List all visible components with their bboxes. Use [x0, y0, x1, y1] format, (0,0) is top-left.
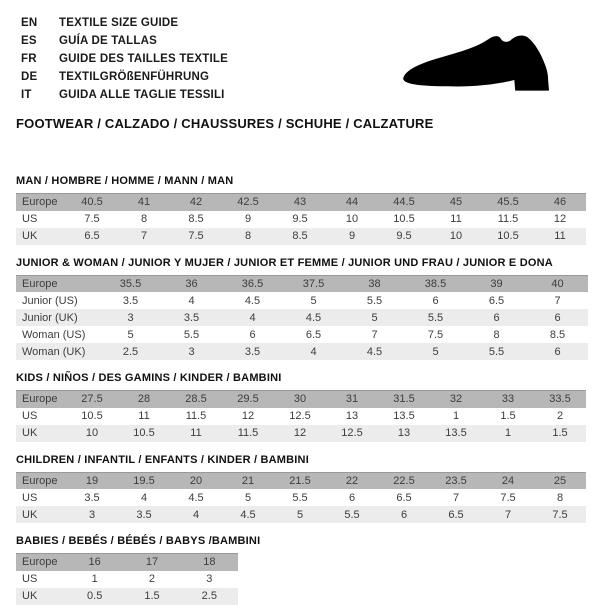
size-cell: 7 [371, 328, 378, 341]
size-table-man [16, 193, 586, 245]
size-cell: 41 [137, 196, 151, 209]
size-cell: 12 [293, 427, 307, 439]
size-cell: 1.5 [500, 410, 516, 422]
size-cell: 35.5 [119, 277, 142, 290]
language-label: TEXTILE SIZE GUIDE [59, 17, 179, 29]
size-table-junior-woman [16, 275, 588, 361]
row-label: Junior (US) [22, 294, 78, 307]
size-cell: 10 [449, 230, 463, 242]
size-cell: 10.5 [393, 213, 415, 225]
size-cell: 5.5 [488, 345, 505, 358]
size-cell: 22 [345, 474, 359, 487]
size-cell: 6.5 [488, 294, 505, 307]
size-cell: 3 [127, 311, 134, 324]
size-cell: 11.5 [185, 410, 207, 422]
size-cell: 4.5 [366, 345, 383, 358]
table-row-man-us [16, 211, 586, 228]
size-cell: 3 [188, 345, 195, 358]
language-label: GUIDA ALLE TAGLIE TESSILI [59, 89, 225, 101]
size-cell: 6 [432, 294, 439, 307]
row-label: UK [22, 230, 38, 242]
row-label: UK [22, 508, 38, 521]
size-cell: 3.5 [122, 294, 139, 307]
size-cell: 3 [206, 573, 213, 585]
size-cell: 23.5 [445, 474, 467, 487]
size-cell: 3.5 [136, 508, 152, 521]
size-cell: 31.5 [393, 393, 415, 406]
size-cell: 18 [203, 556, 216, 569]
size-section-children [16, 454, 600, 524]
size-cell: 36.5 [241, 277, 264, 290]
row-label: US [22, 573, 38, 585]
size-cell: 8 [493, 328, 500, 341]
size-table-babies [16, 553, 238, 605]
size-cell: 3.5 [183, 311, 200, 324]
size-cell: 13 [345, 410, 359, 422]
size-cell: 33 [501, 393, 515, 406]
size-cell: 32 [449, 393, 463, 406]
language-code: ES [21, 35, 37, 47]
size-cell: 9.5 [396, 230, 412, 242]
size-section-kids [16, 372, 600, 442]
size-cell: 40.5 [81, 196, 103, 209]
table-row-kids-europe [16, 391, 586, 408]
language-code: EN [21, 17, 38, 29]
table-title-junior-woman: JUNIOR & WOMAN / JUNIOR Y MUJER / JUNIOR ET FEMME / JUNIOR UND FRAU / JUNIOR E DONA [16, 256, 553, 269]
size-cell: 4.5 [188, 491, 204, 504]
size-cell: 12 [241, 410, 255, 422]
size-cell: 6.5 [305, 328, 322, 341]
size-cell: 11 [554, 230, 566, 242]
size-cell: 4.5 [244, 294, 261, 307]
table-title-babies: BABIES / BEBÉS / BÉBÉS / BABYS /BAMBINI [16, 535, 261, 547]
size-cell: 9 [244, 213, 252, 225]
size-cell: 3 [88, 508, 96, 521]
size-cell: 11.5 [497, 213, 519, 225]
size-cell: 39 [490, 277, 503, 290]
size-cell: 7 [504, 508, 512, 521]
size-cell: 11.5 [237, 427, 259, 439]
size-cell: 6 [249, 328, 256, 341]
size-cell: 4 [192, 508, 200, 521]
row-label: Europe [22, 196, 58, 209]
size-cell: 44.5 [393, 196, 415, 209]
language-label: GUIDE DES TAILLES TEXTILE [59, 53, 228, 65]
table-row-babies-uk [16, 588, 238, 605]
size-cell: 9.5 [292, 213, 308, 225]
size-cell: 8 [140, 213, 148, 225]
size-cell: 10.5 [133, 427, 155, 439]
size-cell: 24 [501, 474, 515, 487]
size-cell: 5.5 [427, 311, 444, 324]
size-cell: 40 [551, 277, 564, 290]
size-cell: 13.5 [393, 410, 415, 422]
table-row-junior-woman-junior-us [16, 292, 588, 309]
size-cell: 5 [244, 491, 252, 504]
size-cell: 1 [452, 410, 460, 422]
row-label: US [22, 410, 38, 422]
size-cell: 11 [450, 213, 462, 225]
size-cell: 20 [189, 474, 203, 487]
size-cell: 3.5 [244, 345, 261, 358]
row-label: Junior (UK) [22, 311, 78, 324]
size-cell: 7 [140, 230, 148, 242]
size-cell: 2.5 [201, 590, 217, 602]
size-cell: 33.5 [549, 393, 571, 406]
size-cell: 28 [137, 393, 151, 406]
size-cell: 12.5 [289, 410, 311, 422]
size-cell: 4.5 [305, 311, 322, 324]
row-label: US [22, 213, 38, 225]
table-row-children-us [16, 489, 586, 506]
size-cell: 7 [554, 294, 561, 307]
language-code: FR [21, 53, 37, 65]
table-row-junior-woman-europe [16, 275, 588, 292]
size-cell: 5 [127, 328, 134, 341]
size-cell: 13.5 [445, 427, 467, 439]
size-cell: 11 [138, 410, 150, 422]
table-row-kids-us [16, 408, 586, 425]
table-row-junior-woman-woman-us [16, 326, 588, 343]
table-title-man: MAN / HOMBRE / HOMME / MANN / MAN [16, 175, 234, 187]
size-cell: 8.5 [549, 328, 566, 341]
size-cell: 31 [345, 393, 359, 406]
size-cell: 10 [345, 213, 359, 225]
size-cell: 9 [348, 230, 356, 242]
row-label: Europe [22, 474, 58, 487]
size-cell: 13 [397, 427, 411, 439]
size-cell: 7.5 [500, 491, 516, 504]
row-label: UK [22, 590, 38, 602]
size-section-man [16, 175, 600, 245]
row-label: Europe [22, 393, 58, 406]
size-cell: 6 [348, 491, 356, 504]
size-cell: 10.5 [81, 410, 103, 422]
size-cell: 4 [140, 491, 148, 504]
row-label: Europe [22, 556, 58, 569]
language-label: TEXTILGRÖßENFÜHRUNG [59, 71, 210, 83]
row-label: Woman (UK) [22, 345, 86, 358]
size-cell: 46 [553, 196, 567, 209]
category-title: FOOTWEAR / CALZADO / CHAUSSURES / SCHUHE / CALZATURE [16, 116, 434, 131]
size-cell: 1.5 [552, 427, 568, 439]
size-cell: 6 [493, 311, 500, 324]
shoe-icon [396, 32, 574, 96]
table-row-babies-europe [16, 554, 238, 571]
size-cell: 4 [249, 311, 256, 324]
size-cell: 6.5 [84, 230, 100, 242]
size-cell: 4 [188, 294, 195, 307]
size-cell: 19.5 [133, 474, 155, 487]
size-cell: 16 [88, 556, 101, 569]
size-cell: 38 [368, 277, 381, 290]
size-cell: 5.5 [292, 491, 308, 504]
size-cell: 25 [553, 474, 567, 487]
size-cell: 42.5 [237, 196, 259, 209]
size-cell: 36 [185, 277, 198, 290]
size-cell: 5 [310, 294, 317, 307]
table-row-children-europe [16, 472, 586, 489]
table-row-man-uk [16, 228, 586, 245]
size-cell: 17 [145, 556, 159, 569]
row-label: Europe [22, 277, 58, 290]
size-cell: 7.5 [552, 508, 568, 521]
size-cell: 6.5 [396, 491, 412, 504]
size-cell: 8 [244, 230, 252, 242]
table-row-man-europe [16, 194, 586, 211]
size-cell: 2 [148, 573, 156, 585]
row-label: Woman (US) [22, 328, 86, 341]
size-cell: 7 [452, 491, 460, 504]
size-cell: 28.5 [185, 393, 207, 406]
size-tables [16, 175, 600, 605]
size-cell: 8.5 [188, 213, 204, 225]
size-cell: 5.5 [366, 294, 383, 307]
size-cell: 44 [345, 196, 359, 209]
size-cell: 5 [432, 345, 439, 358]
size-cell: 7.5 [188, 230, 204, 242]
size-cell: 12.5 [341, 427, 363, 439]
size-cell: 12 [553, 213, 567, 225]
size-cell: 7.5 [427, 328, 444, 341]
size-cell: 0.5 [87, 590, 103, 602]
size-cell: 6 [400, 508, 408, 521]
size-cell: 8 [556, 491, 564, 504]
size-cell: 19 [85, 474, 99, 487]
size-cell: 8.5 [292, 230, 308, 242]
size-cell: 1 [504, 427, 512, 439]
size-cell: 5 [371, 311, 378, 324]
size-cell: 6 [554, 345, 561, 358]
size-cell: 43 [293, 196, 307, 209]
size-cell: 2 [556, 410, 564, 422]
row-label: UK [22, 427, 38, 439]
size-cell: 11 [190, 427, 202, 439]
table-title-kids: KIDS / NIÑOS / DES GAMINS / KINDER / BAMBINI [16, 372, 282, 384]
size-cell: 45.5 [497, 196, 519, 209]
size-cell: 29.5 [237, 393, 259, 406]
row-label: US [22, 491, 38, 504]
size-cell: 10 [85, 427, 99, 439]
size-cell: 3.5 [84, 491, 100, 504]
size-cell: 30 [293, 393, 307, 406]
size-cell: 5.5 [183, 328, 200, 341]
size-cell: 10.5 [497, 230, 519, 242]
table-row-babies-us [16, 571, 238, 588]
table-row-children-uk [16, 506, 586, 523]
size-cell: 37.5 [302, 277, 325, 290]
size-cell: 1.5 [144, 590, 160, 602]
table-row-junior-woman-junior-uk [16, 309, 588, 326]
language-label: GUÍA DE TALLAS [59, 35, 157, 47]
size-table-kids [16, 390, 586, 442]
size-section-babies [16, 535, 600, 605]
size-cell: 4 [310, 345, 317, 358]
size-cell: 5.5 [344, 508, 360, 521]
size-table-children [16, 472, 586, 524]
language-code: DE [21, 71, 38, 83]
size-cell: 42 [189, 196, 203, 209]
size-cell: 4.5 [240, 508, 256, 521]
table-row-kids-uk [16, 425, 586, 442]
size-cell: 27.5 [81, 393, 103, 406]
table-title-children: CHILDREN / INFANTIL / ENFANTS / KINDER / BAMBINI [16, 453, 309, 466]
size-cell: 22.5 [393, 474, 415, 487]
size-cell: 21 [241, 474, 255, 487]
size-section-junior-woman [16, 257, 600, 361]
size-cell: 45 [449, 196, 463, 209]
size-cell: 21.5 [289, 474, 311, 487]
size-cell: 2.5 [122, 345, 139, 358]
size-cell: 38.5 [424, 277, 447, 290]
table-row-junior-woman-woman-uk [16, 343, 588, 360]
size-cell: 7.5 [84, 213, 100, 225]
size-cell: 5 [296, 508, 304, 521]
language-row-en [21, 14, 600, 32]
language-code: IT [21, 89, 32, 101]
size-cell: 6.5 [448, 508, 464, 521]
size-cell: 1 [91, 573, 98, 585]
size-cell: 6 [554, 311, 561, 324]
